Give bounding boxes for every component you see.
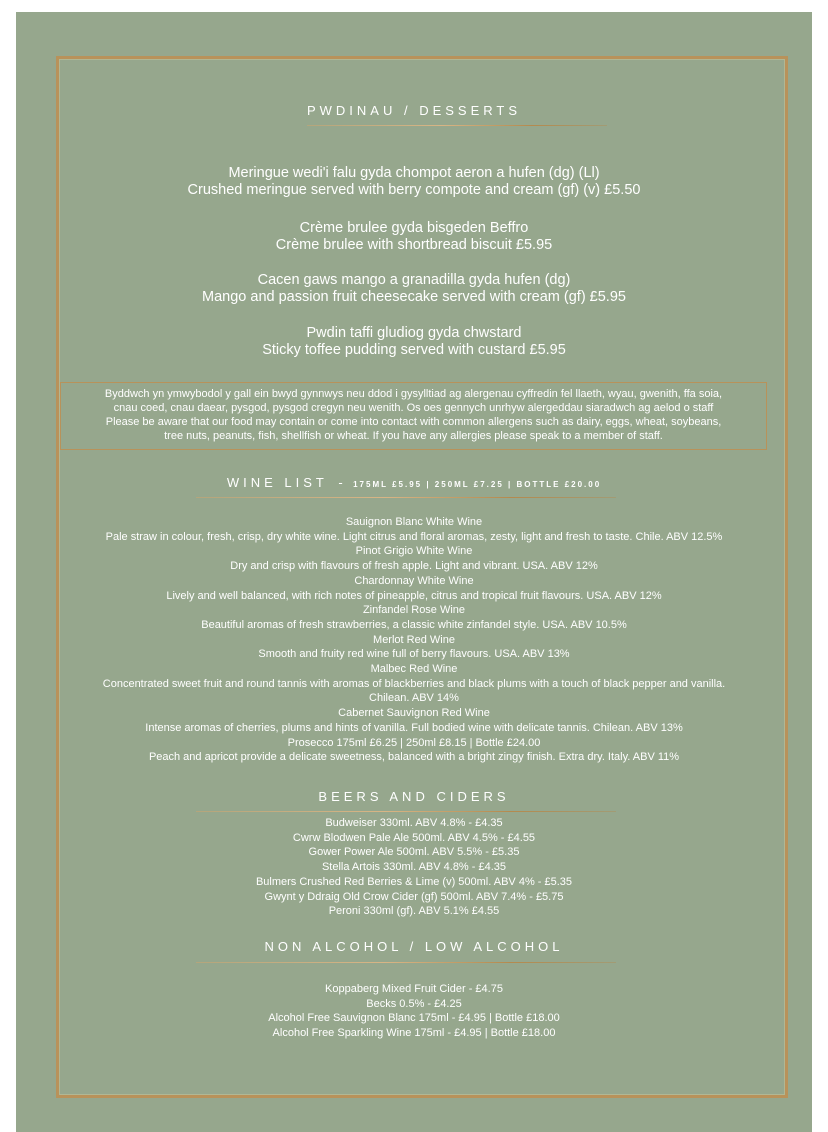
wine-line: Cabernet Sauvignon Red Wine — [338, 707, 490, 720]
non-alcohol-heading: NON ALCOHOL / LOW ALCOHOL — [264, 939, 564, 954]
non-alcohol-line: Koppaberg Mixed Fruit Cider - £4.75 — [325, 983, 503, 995]
wine-line: Zinfandel Rose Wine — [362, 604, 466, 617]
dessert-welsh: Meringue wedi'i falu gyda chompot aeron a hufen (dg) (Ll) — [228, 165, 600, 181]
beer-line: Stella Artois 330ml. ABV 4.8% - £4.35 — [321, 861, 507, 874]
beers-heading: BEERS AND CIDERS — [318, 789, 510, 804]
dessert-welsh: Pwdin taffi gludiog gyda chwstard — [306, 325, 522, 341]
wine-line: Malbec Red Wine — [370, 663, 458, 676]
beer-line: Bulmers Crushed Red Berries & Lime (v) 500ml. ABV 4% - £5.35 — [255, 875, 573, 888]
non-alcohol-line: Alcohol Free Sauvignon Blanc 175ml - £4.95 | Bottle £18.00 — [268, 1012, 560, 1025]
wine-line: Merlot Red Wine — [373, 633, 455, 646]
allergen-notice-box — [60, 382, 767, 450]
wine-line: Concentrated sweet fruit and round tannis with aromas of blackberries and black plums with a touch of black pepper and vanilla. — [102, 677, 726, 690]
wine-line: Smooth and fruity red wine full of berry flavours. USA. ABV 13% — [258, 648, 570, 661]
non-alcohol-list — [0, 982, 828, 1041]
dessert-english: Crème brulee with shortbread biscuit £5.95 — [275, 237, 553, 253]
wine-heading-dash: - — [338, 475, 343, 490]
non-alcohol-line: Becks 0.5% - £4.25 — [366, 997, 462, 1010]
dessert-english: Crushed meringue served with berry compote and cream (gf) (v) £5.50 — [187, 182, 641, 198]
wine-line: Chardonnay White Wine — [354, 574, 474, 587]
allergen-line: cnau coed, cnau daear, pysgod, pysgod cregyn neu wenith. Os oes gennych unrhyw alergeddau siaradwch ag aelod o staff — [113, 402, 714, 414]
wine-line: Sauignon Blanc White Wine — [345, 516, 483, 528]
dessert-item — [0, 220, 828, 254]
beer-line: Peroni 330ml (gf). ABV 5.1% £4.55 — [328, 905, 500, 918]
wine-line: Pinot Grigio White Wine — [355, 545, 473, 558]
non-alcohol-line: Alcohol Free Sparkling Wine 175ml - £4.95 | Bottle £18.00 — [272, 1027, 556, 1040]
dessert-item — [0, 165, 828, 199]
wine-line: Pale straw in colour, fresh, crisp, dry white wine. Light citrus and floral aromas, zesty, light and fresh to taste. Chile. ABV 12.5% — [105, 530, 723, 543]
beer-line: Gwynt y Ddraig Old Crow Cider (gf) 500ml. ABV 7.4% - £5.75 — [264, 890, 564, 903]
wine-prices: 175ML £5.95 | 250ML £7.25 | BOTTLE £20.00 — [353, 480, 602, 489]
desserts-heading: PWDINAU / DESSERTS — [306, 103, 522, 118]
wine-line: Peach and apricot provide a delicate sweetness, balanced with a bright zingy finish. Extra dry. Italy. ABV 11% — [148, 751, 680, 764]
wine-heading: WINE LIST — [226, 475, 328, 490]
beer-line: Cwrw Blodwen Pale Ale 500ml. ABV 4.5% - £4.55 — [292, 831, 536, 844]
allergen-line: tree nuts, peanuts, fish, shellfish or wheat. If you have any allergies please speak to a member of staff. — [164, 430, 663, 442]
wine-list — [0, 515, 828, 765]
beers-list — [0, 816, 828, 919]
dessert-welsh: Crème brulee gyda bisgeden Beffro — [299, 220, 529, 236]
wine-line: Prosecco 175ml £6.25 | 250ml £8.15 | Bottle £24.00 — [287, 736, 541, 749]
beers-rule — [196, 811, 616, 812]
allergen-line: Please be aware that our food may contain or come into contact with common allergens such as dairy, eggs, wheat, soybeans, — [105, 416, 722, 428]
wine-rule — [196, 497, 616, 498]
desserts-rule — [307, 125, 607, 126]
dessert-welsh: Cacen gaws mango a granadilla gyda hufen (dg) — [257, 272, 571, 288]
beer-line: Gower Power Ale 500ml. ABV 5.5% - £5.35 — [308, 846, 520, 859]
dessert-english: Mango and passion fruit cheesecake served with cream (gf) £5.95 — [202, 289, 626, 305]
wine-line: Lively and well balanced, with rich notes of pineapple, citrus and tropical fruit flavours. USA. ABV 12% — [166, 589, 662, 602]
wine-line: Dry and crisp with flavours of fresh apple. Light and vibrant. USA. ABV 12% — [230, 560, 598, 573]
wine-line: Intense aromas of cherries, plums and hints of vanilla. Full bodied wine with delicate tannis. Chilean. ABV 13% — [145, 721, 683, 734]
dessert-item — [0, 325, 828, 359]
allergen-line: Byddwch yn ymwybodol y gall ein bwyd gynnwys neu ddod i gysylltiad ag alergenau cyffredin fel llaeth, wyau, gwenith, ffa soia, — [104, 388, 723, 400]
wine-line: Chilean. ABV 14% — [369, 692, 459, 705]
dessert-english: Sticky toffee pudding served with custard £5.95 — [262, 342, 566, 358]
dessert-item — [0, 272, 828, 306]
wine-heading-row — [0, 474, 828, 492]
wine-line: Beautiful aromas of fresh strawberries, a classic white zinfandel style. USA. ABV 10.5% — [201, 618, 627, 631]
non-alcohol-rule — [196, 962, 616, 963]
beer-line: Budweiser 330ml. ABV 4.8% - £4.35 — [325, 817, 503, 829]
